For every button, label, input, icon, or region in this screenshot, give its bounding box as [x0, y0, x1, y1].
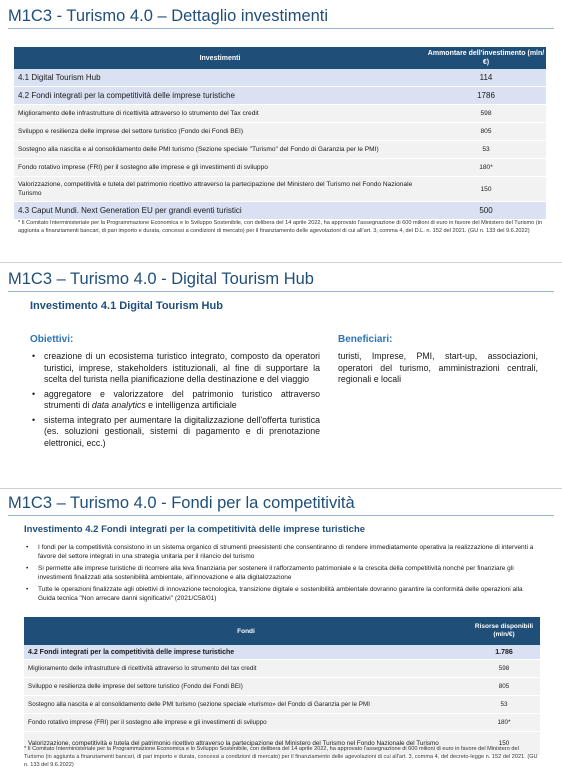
slide-digital-tourism-hub: [0, 262, 562, 485]
slide-title: M1C3 - Turismo 4.0 – Dettaglio investimenti: [8, 7, 329, 25]
investment-title: Investimento 4.1 Digital Tourism Hub: [30, 300, 223, 312]
row-value: 114: [426, 69, 546, 87]
row-value: 53: [426, 141, 546, 159]
column-header-funds: Fondi: [24, 617, 468, 645]
table-row: [24, 714, 540, 732]
objective-text: sistema integrato per aumentare la digitalizzazione dell'offerta turistica (es. soluzioni gestionali, sistemi di pagamento e di prenotazione elettronici, ecc.): [44, 414, 320, 448]
funds-bullet-list: [24, 543, 540, 606]
row-value: 598: [426, 105, 546, 123]
investment-title: Investimento 4.2 Fondi integrati per la competitività delle imprese turistiche: [24, 524, 366, 535]
title-divider: [8, 28, 554, 29]
row-label: Fondo rotativo imprese (FRI) per il sostegno alle imprese e gli investimenti di sviluppo: [14, 159, 426, 177]
row-label: Sostegno alla nascita e al consolidamento delle PMI turismo (Sezione speciale "Turismo" del Fondo di Garanzia per le PMI): [14, 141, 426, 159]
row-value: 150: [426, 177, 546, 202]
row-value: 500: [426, 202, 546, 220]
bullet-text: I fondi per la competitività consistono in un sistema organico di strumenti preesistenti che consentiranno di rendere immediatamente operativa la realizzazione di interventi a favore del settore integrati in una strategia unitaria per il rilancio del turismo: [38, 544, 534, 560]
list-item: [24, 564, 540, 582]
row-label: Miglioramento delle infrastrutture di ricettività attraverso lo strumento del tax credit: [24, 660, 468, 678]
row-value: 598: [468, 660, 540, 678]
list-item: [30, 389, 320, 412]
row-value: 805: [426, 123, 546, 141]
table-row: [14, 69, 546, 87]
row-value: 1786: [426, 87, 546, 105]
row-label: Sviluppo e resilienza delle imprese del settore turistico (Fondo dei Fondi BEI): [24, 678, 468, 696]
table-row: [14, 105, 546, 123]
title-divider: [8, 291, 554, 292]
slide-title: M1C3 – Turismo 4.0 - Fondi per la competitività: [8, 494, 355, 512]
investments-table-body: [14, 69, 546, 220]
row-label: 4.2 Fondi integrati per la competitività delle imprese turistiche: [14, 87, 426, 105]
row-label: 4.3 Caput Mundi. Next Generation EU per grandi eventi turistici: [14, 202, 426, 220]
row-label: Valorizzazione, competitività e tutela del patrimonio ricettivo attraverso la partecipazione del Ministero del Turismo nel Fondo Nazionale del Turismo: [24, 732, 468, 756]
table-row: [24, 660, 540, 678]
list-item: [24, 543, 540, 561]
row-value: 1.786: [468, 645, 540, 660]
row-value: 180*: [426, 159, 546, 177]
objectives-list: [30, 351, 320, 452]
row-label: 4.2 Fondi integrati per la competitività delle imprese turistiche: [24, 645, 468, 660]
list-item: [30, 415, 320, 450]
objectives-label: Obiettivi:: [30, 334, 74, 345]
bullet-text: Tutte le operazioni finalizzate agli obiettivi di innovazione tecnologica, transizione digitale e sostenibilità ambientale dovranno garantire la conformità delle operazioni alla Guida tecnica "Non arrecare danni significativi" (2021/C58/01): [38, 586, 523, 602]
table-row: [14, 123, 546, 141]
objective-text: aggregatore e valorizzatore del patrimonio turistico attraverso strumenti di data analytics e intelligenza artificiale: [44, 388, 320, 410]
row-label: Valorizzazione, competitività e tutela del patrimonio ricettivo attraverso la partecipazione del Ministero del Turismo nel Fondo Nazionale Turismo: [14, 177, 426, 202]
beneficiaries-label: Beneficiari:: [338, 334, 393, 345]
slide-investment-detail: [0, 0, 562, 258]
investments-table: [14, 47, 546, 220]
funds-table-body: [24, 645, 540, 756]
row-label: 4.1 Digital Tourism Hub: [14, 69, 426, 87]
table-row: [14, 177, 546, 202]
table-row: [24, 678, 540, 696]
column-header-amount: Ammontare dell'investimento (mln/€): [426, 47, 546, 69]
slide-competitiveness-funds: [0, 488, 562, 775]
row-label: Sostegno alla nascita e al consolidamento delle PMI turismo (sezione speciale «turismo» del Fondo di Garanzia per le PMI: [24, 696, 468, 714]
column-header-resources: Risorse disponibili (mln/€): [468, 617, 540, 645]
row-value: 180*: [468, 714, 540, 732]
slide-title: M1C3 – Turismo 4.0 - Digital Tourism Hub: [8, 270, 314, 288]
row-value: 805: [468, 678, 540, 696]
row-label: Miglioramento delle infrastrutture di ricettività attraverso lo strumento del Tax credit: [14, 105, 426, 123]
column-header-investments: Investimenti: [14, 47, 426, 69]
row-value: 150: [468, 732, 540, 756]
table-row: [14, 202, 546, 220]
table-header-row: [24, 617, 540, 645]
list-item: [30, 351, 320, 386]
footnote: * Il Comitato Interministeriale per la Programmazione Economica e lo Sviluppo Sostenibile, con delibera del 14 aprile 2022, ha approvato l'assegnazione di 600 milioni di euro in favore del Ministero del Turismo (in aggiunta a finanziamenti bancari, di pari importo e durata, concessi a condizioni di mercato) per il finanziamento delle agevolazioni di cui all'art. 3, comma 4, del D.L. n. 152 del 2021. (GU n. 133 del 9.6.2022): [18, 220, 543, 234]
row-value: 53: [468, 696, 540, 714]
table-row: [14, 141, 546, 159]
funds-table: [24, 617, 540, 756]
title-divider: [8, 515, 554, 516]
table-row: [14, 87, 546, 105]
objective-text: creazione di un ecosistema turistico integrato, composto da operatori turistici, imprese, stakeholders istituzionali, al fine di supportare la scelta del turista nella pianificazione della destinazione e del viaggio: [44, 351, 320, 384]
footnote: * Il Comitato Interministeriale per la Programmazione Economica e lo Sviluppo Sostenibile, con delibera del 14 aprile 2022, ha approvato l'assegnazione di 600 milioni di euro in favore del Ministero del Turismo (in aggiunta a finanziamenti bancari, di pari importo e durata, concessi a condizioni di mercato) per il finanziamento delle agevolazioni di cui all'art. 3, comma 4, del decreto-legge n. 152 del 2021. (GU n. 133 del 9.6.2022): [24, 746, 538, 768]
row-label: Fondo rotativo imprese (FRI) per il sostegno alle imprese e gli investimenti di sviluppo: [24, 714, 468, 732]
table-row: [14, 159, 546, 177]
list-item: [24, 585, 540, 603]
table-header-row: [14, 47, 546, 69]
beneficiaries-text: turisti, Imprese, PMI, start-up, associazioni, operatori del turismo, amministrazioni centrali, regionali e locali: [338, 351, 538, 384]
row-label: Sviluppo e resilienza delle imprese del settore turistico (Fondo dei Fondi BEI): [14, 123, 426, 141]
table-row: [24, 696, 540, 714]
table-row: [24, 645, 540, 660]
bullet-text: Si permette alle imprese turistiche di ricorrere alla leva finanziaria per sostenere il rafforzamento patrimoniale e la crescita della competitività nonché per finanziare gli investimenti finalizzati alla sostenibilità ambientale, all'innovazione e alla digitalizzazione: [38, 565, 514, 581]
